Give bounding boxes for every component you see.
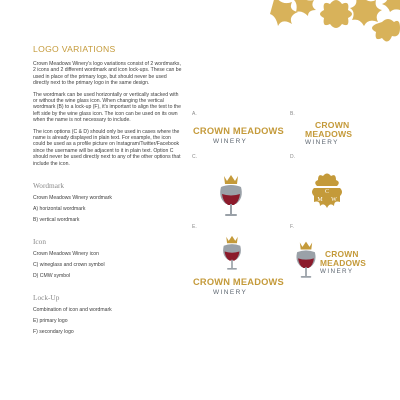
wordmark-winery: WINERY <box>305 139 339 146</box>
wineglass-crown-icon <box>291 240 321 282</box>
list-item: Crown Meadows Winery icon <box>33 251 99 258</box>
letter-m: M <box>317 197 323 203</box>
wordmark-paragraph: The wordmark can be used horizontally or vertically stacked with or without the wine glass icon. When changing the vertical wordmark (B) to a lock-up (F), it's important to align the text to the left side by the wine glass icon. The icon can be used on its own when the name is not necessary to include. <box>33 91 181 124</box>
intro-paragraph: Crown Meadows Winery's logo variations consist of 2 wordmarks, 2 icons and 2 different wordmark and icon lock-ups. These can be used in place of the primary logo, but should never be used directly next to the primary logo in the same design. <box>33 61 182 87</box>
variant-label-b: B. <box>290 111 295 117</box>
wordmark-line2: MEADOWS <box>305 129 353 139</box>
list-item: Crown Meadows Winery wordmark <box>33 195 112 202</box>
cmw-symbol-icon <box>310 172 344 212</box>
wordmark-winery: WINERY <box>320 268 354 275</box>
section-title-lockup: Lock-Up <box>33 293 60 303</box>
list-item: Combination of icon and wordmark <box>33 307 112 314</box>
text-column <box>33 44 183 340</box>
wordmark-line1: CROWN <box>325 249 359 259</box>
letter-w: W <box>331 197 337 203</box>
list-item: A) horizontal wordmark <box>33 206 86 213</box>
variant-label-c: C. <box>192 154 197 160</box>
icon-paragraph: The icon options (C & D) should only be used in cases where the name is already displayed in plain text. For example, the icon could be used as a profile picture on Instagram/Twitter/Facebook since the username will be adjacent to it in plain text. Option C should never be used directly next to any of the other options that include the icon. <box>33 128 181 167</box>
page-title: LOGO VARIATIONS <box>33 44 116 54</box>
list-item: C) wineglass and crown symbol <box>33 262 105 269</box>
list-item: E) primary logo <box>33 318 68 325</box>
wineglass-crown-icon <box>218 234 246 274</box>
wordmark-name: CROWN MEADOWS <box>193 126 284 136</box>
decorative-flourish <box>270 0 400 52</box>
wordmark-winery: WINERY <box>213 289 248 296</box>
letter-c: C <box>324 189 330 195</box>
variant-label-f: F. <box>290 224 294 230</box>
wordmark-winery: WINERY <box>213 138 248 145</box>
variant-label-e: E. <box>192 224 197 230</box>
variant-label-a: A. <box>192 111 197 117</box>
wordmark-name: CROWN MEADOWS <box>193 277 284 287</box>
list-item: B) vertical wordmark <box>33 217 80 224</box>
variant-label-d: D. <box>290 154 295 160</box>
list-item: F) secondary logo <box>33 329 74 336</box>
list-item: D) CMW symbol <box>33 273 71 280</box>
section-title-icon: Icon <box>33 237 46 247</box>
section-title-wordmark: Wordmark <box>33 181 65 191</box>
wineglass-crown-icon <box>214 174 248 220</box>
wordmark-line1: CROWN <box>315 120 350 130</box>
wordmark-line2: MEADOWS <box>320 258 367 268</box>
